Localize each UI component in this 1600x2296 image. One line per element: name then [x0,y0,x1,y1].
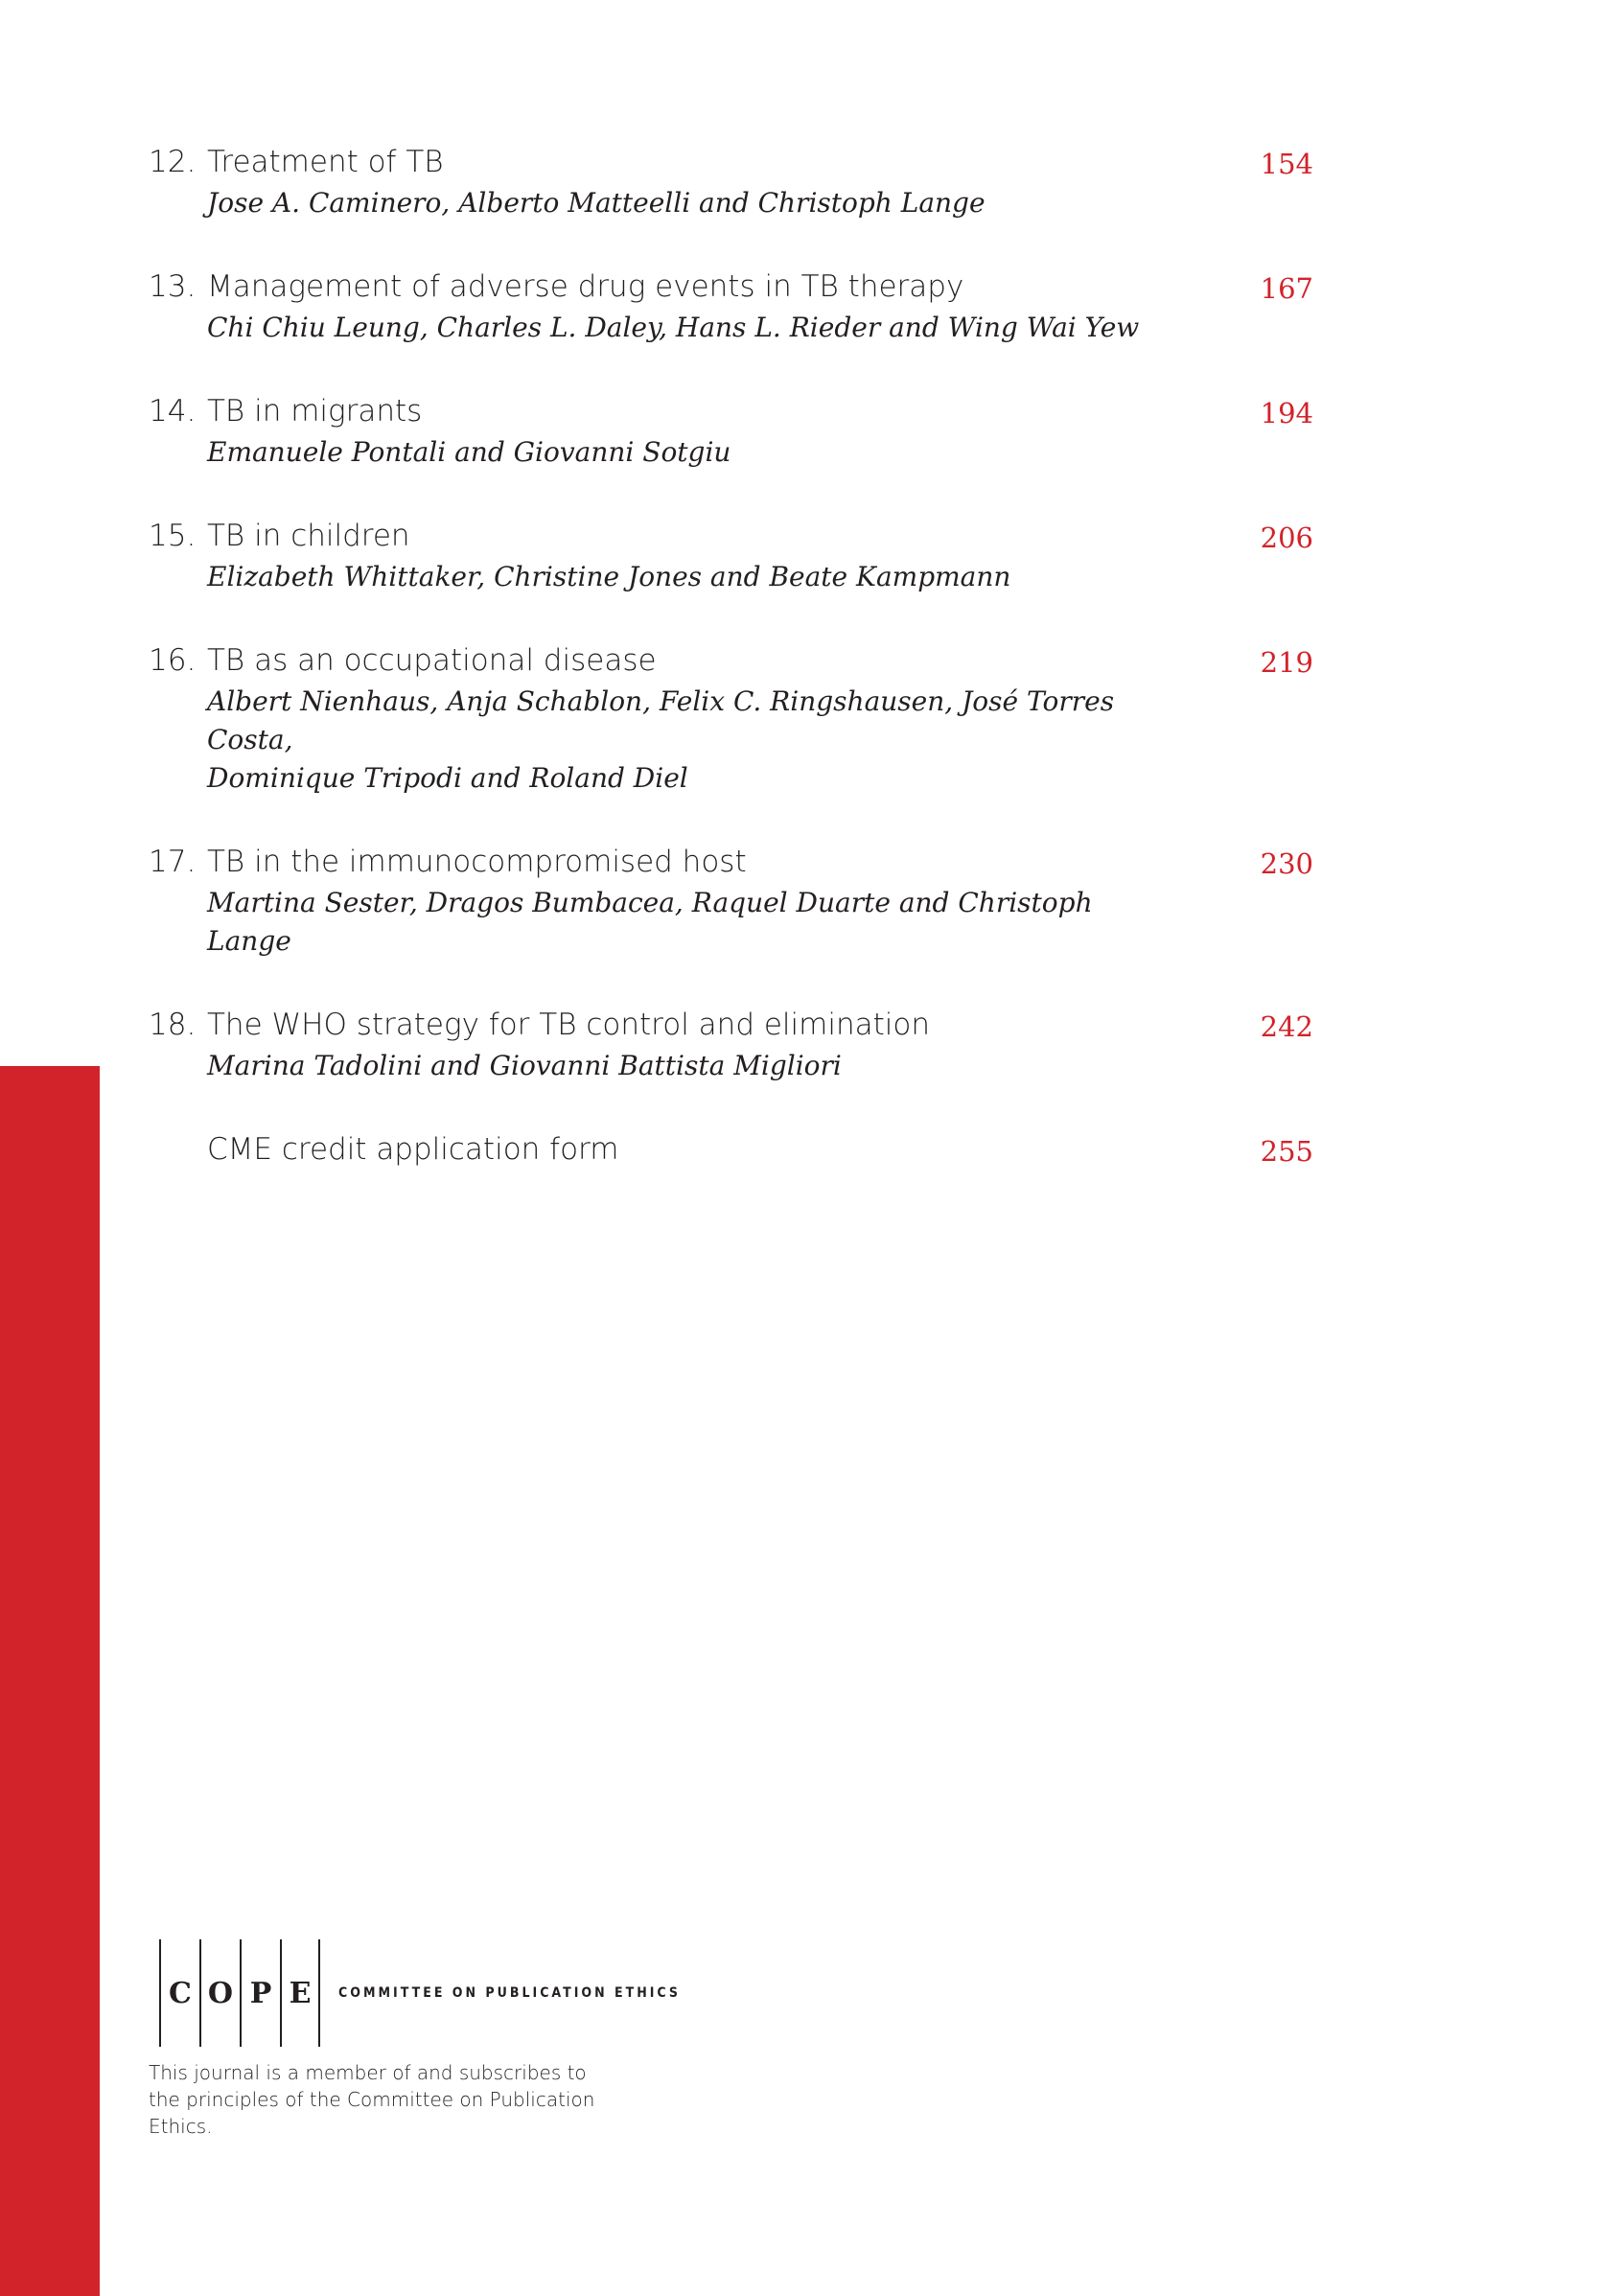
toc-entry-13[interactable] [149,265,1313,347]
entry-title: TB in migrants [207,394,423,429]
entry-title: The WHO strategy for TB control and elimination [207,1008,930,1042]
toc-entry-16[interactable] [149,638,1313,798]
toc-entry-cme[interactable] [149,1127,1313,1171]
entry-title: Treatment of TB [207,145,444,179]
entry-title: TB as an occupational disease [207,643,657,678]
entry-page-number: 242 [1260,1010,1313,1043]
entry-page-number: 194 [1260,397,1313,429]
statement-line: the principles of the Committee on Publication [149,2088,595,2111]
cope-letter-boxes [159,1939,320,2047]
statement-line: Ethics. [149,2115,213,2138]
entry-number: 13. [149,269,197,304]
entry-page-number: 230 [1260,847,1313,880]
toc-entry-17[interactable] [149,840,1313,961]
statement-line: This journal is a member of and subscribes to [149,2061,587,2084]
cope-logo [159,1939,681,2047]
table-of-contents [149,140,1313,1214]
toc-entry-15[interactable] [149,514,1313,596]
cope-membership-statement [149,2059,647,2140]
entry-number: 12. [149,145,197,179]
entry-number: 17. [149,845,197,879]
entry-authors [207,309,1166,347]
cope-letter: E [280,1939,320,2047]
entry-page-number: 206 [1260,522,1313,554]
entry-page-number: 167 [1260,272,1313,305]
entry-number: 14. [149,394,197,429]
author-line: Dominique Tripodi and Roland Diel [207,762,688,794]
author-line: Martina Sester, Dragos Bumbacea, Raquel Duarte and Christoph Lange [207,887,1093,957]
entry-page-number: 154 [1260,148,1313,180]
author-line: Elizabeth Whittaker, Christine Jones and Beate Kampmann [207,561,1011,592]
cope-letter: P [240,1939,280,2047]
entry-page-number: 255 [1260,1135,1313,1168]
entry-number: 16. [149,643,197,678]
toc-entry-18[interactable] [149,1003,1313,1085]
cope-letter: C [159,1939,199,2047]
author-line: Chi Chiu Leung, Charles L. Daley, Hans L. Rieder and Wing Wai Yew [207,312,1140,343]
entry-title: TB in the immunocompromised host [207,845,747,879]
cope-letter: O [199,1939,240,2047]
author-line: Marina Tadolini and Giovanni Battista Migliori [207,1050,842,1081]
entry-title: CME credit application form [207,1132,619,1167]
entry-page-number: 219 [1260,646,1313,679]
entry-authors [207,884,1166,961]
entry-number: 18. [149,1008,197,1042]
red-side-bar [0,1066,100,2296]
entry-number: 15. [149,519,197,553]
entry-authors [207,433,1166,472]
cope-tagline: COMMITTEE ON PUBLICATION ETHICS [338,1985,681,2001]
author-line: Emanuele Pontali and Giovanni Sotgiu [207,436,731,468]
author-line: Albert Nienhaus, Anja Schablon, Felix C. Ringshausen, José Torres Costa, [207,685,1115,755]
entry-authors [207,558,1166,596]
toc-entry-14[interactable] [149,389,1313,472]
entry-authors [207,683,1166,798]
toc-entry-12[interactable] [149,140,1313,222]
entry-authors [207,184,1166,222]
entry-title: TB in children [207,519,410,553]
author-line: Jose A. Caminero, Alberto Matteelli and Christoph Lange [207,187,986,219]
entry-title: Management of adverse drug events in TB therapy [207,269,964,304]
entry-authors [207,1047,1166,1085]
